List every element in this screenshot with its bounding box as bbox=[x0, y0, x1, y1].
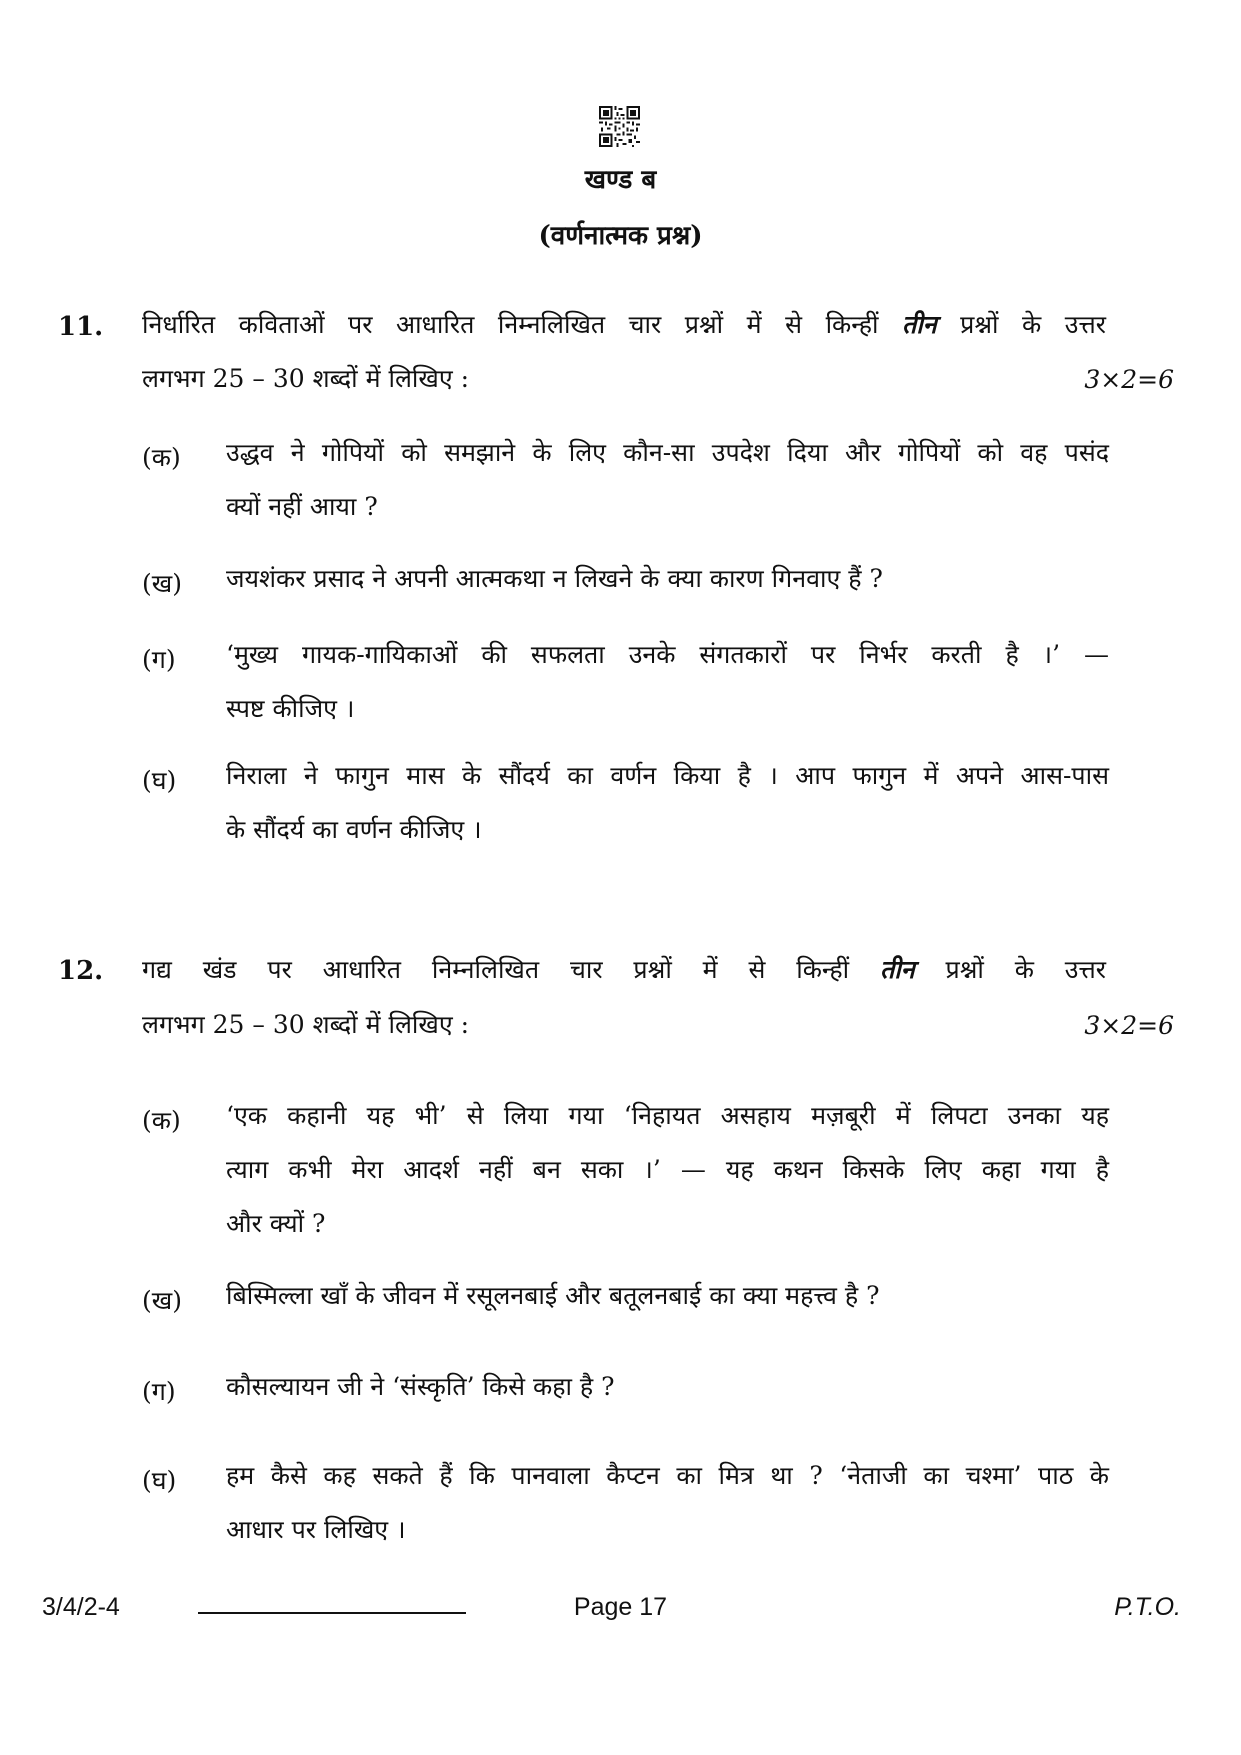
sub-question-text bbox=[226, 1360, 1109, 1414]
qr-code bbox=[599, 106, 640, 147]
sub-question-label: (ख) bbox=[142, 1286, 182, 1315]
sub-question-line: स्पष्ट कीजिए । bbox=[226, 694, 355, 723]
sub-question-line: के सौंदर्य का वर्णन कीजिए । bbox=[226, 815, 482, 844]
question-text bbox=[142, 943, 1106, 997]
sub-question-line: ‘मुख्य गायक-गायिकाओं की सफलता उनके संगतकारों पर निर्भर करती है ।’ — bbox=[226, 640, 1109, 669]
sub-question-label: (क) bbox=[142, 443, 181, 472]
sub-question-text bbox=[226, 1269, 1109, 1323]
sub-question-line: आधार पर लिखिए । bbox=[226, 1515, 406, 1544]
sub-question-line: त्याग कभी मेरा आदर्श नहीं बन सका ।’ — यह कथन किसके लिए कहा गया है bbox=[226, 1155, 1109, 1184]
sub-question-text bbox=[226, 1089, 1109, 1251]
sub-question-text bbox=[226, 552, 1109, 606]
paper-code: 3/4/2-4 bbox=[42, 1593, 120, 1621]
question-text-line2: लगभग 25 – 30 शब्दों में लिखिए : bbox=[142, 364, 470, 393]
sub-question-line: जयशंकर प्रसाद ने अपनी आत्मकथा न लिखने के क्या कारण गिनवाए हैं ? bbox=[226, 564, 883, 593]
section-subtitle: (वर्णनात्मक प्रश्न) bbox=[538, 221, 703, 251]
question-text bbox=[142, 298, 1106, 352]
sub-question-label: (क) bbox=[142, 1106, 181, 1135]
sub-question-label: (ग) bbox=[142, 645, 176, 674]
emphasis-word: तीन bbox=[902, 310, 937, 339]
sub-question-text bbox=[226, 426, 1109, 534]
question-number: 12. bbox=[58, 956, 104, 986]
sub-question-text bbox=[226, 628, 1109, 736]
sub-question-label: (घ) bbox=[142, 766, 177, 795]
sub-question-line: ‘एक कहानी यह भी’ से लिया गया ‘निहायत असहाय मज़बूरी में लिपटा उनका यह bbox=[226, 1101, 1109, 1130]
sub-question-line: कौसल्यायन जी ने ‘संस्कृति’ किसे कहा है ? bbox=[226, 1372, 615, 1401]
sub-question-line: निराला ने फागुन मास के सौंदर्य का वर्णन किया है । आप फागुन में अपने आस-पास bbox=[226, 761, 1109, 790]
emphasis-word: तीन bbox=[880, 955, 915, 984]
sub-question-line: क्यों नहीं आया ? bbox=[226, 492, 378, 521]
sub-question-line: उद्धव ने गोपियों को समझाने के लिए कौन-सा उपदेश दिया और गोपियों को वह पसंद bbox=[226, 438, 1109, 467]
section-title: खण्ड ब bbox=[584, 165, 657, 195]
sub-question-label: (घ) bbox=[142, 1466, 177, 1495]
sub-question-line: और क्यों ? bbox=[226, 1209, 326, 1238]
marks: 3×2=6 bbox=[1084, 1011, 1174, 1040]
sub-question-line: हम कैसे कह सकते हैं कि पानवाला कैप्टन का मित्र था ? ‘नेताजी का चश्मा’ पाठ के bbox=[226, 1461, 1109, 1490]
sub-question-line: बिस्मिल्ला खाँ के जीवन में रसूलनबाई और बतूलनबाई का क्या महत्त्व है ? bbox=[226, 1281, 880, 1310]
sub-question-text bbox=[226, 749, 1109, 857]
question-text-line2: लगभग 25 – 30 शब्दों में लिखिए : bbox=[142, 1010, 470, 1039]
question-text-part: प्रश्नों के उत्तर bbox=[960, 310, 1106, 339]
question-text-part: गद्य खंड पर आधारित निम्नलिखित चार प्रश्नों में से किन्हीं bbox=[142, 955, 850, 984]
sub-question-text bbox=[226, 1449, 1109, 1557]
pto-label: P.T.O. bbox=[1114, 1593, 1181, 1621]
page-number: Page 17 bbox=[573, 1593, 668, 1621]
question-number: 11. bbox=[58, 312, 104, 342]
marks: 3×2=6 bbox=[1084, 365, 1174, 394]
sub-question-label: (ख) bbox=[142, 569, 182, 598]
sub-question-label: (ग) bbox=[142, 1377, 176, 1406]
question-text-part: प्रश्नों के उत्तर bbox=[945, 955, 1107, 984]
question-text-part: निर्धारित कविताओं पर आधारित निम्नलिखित चार प्रश्नों में से किन्हीं bbox=[142, 310, 879, 339]
